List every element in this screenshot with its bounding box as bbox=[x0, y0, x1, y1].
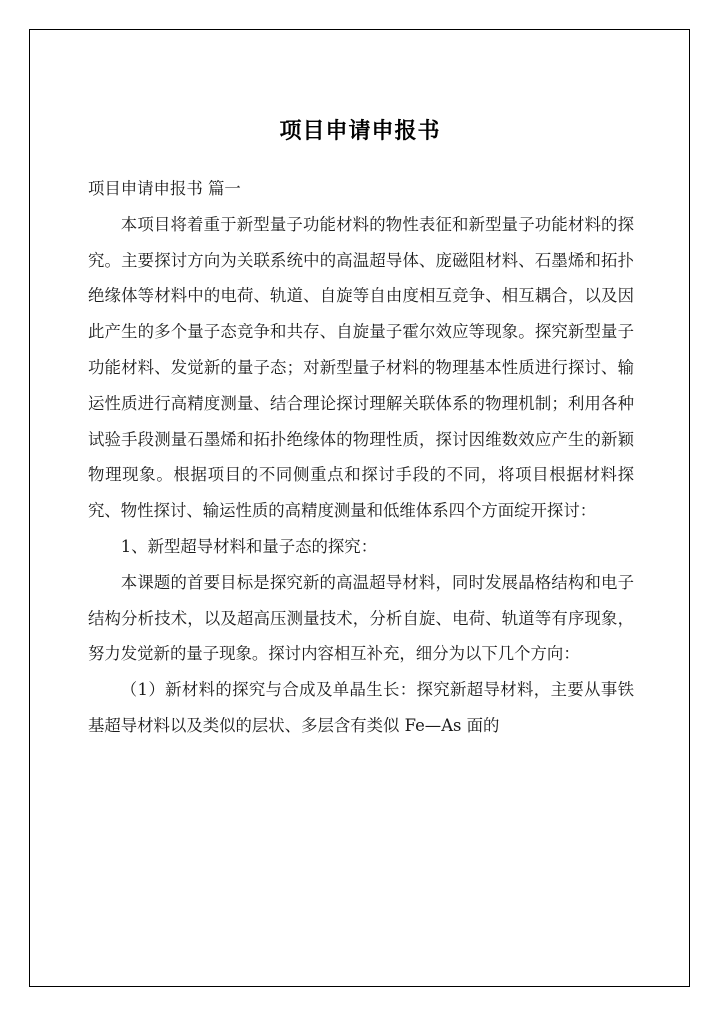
document-body bbox=[88, 171, 651, 744]
paragraph-subtitle: 项目申请申报书 篇一 bbox=[88, 179, 241, 198]
paragraph-overview: 本项目将着重于新型量子功能材料的物性表征和新型量子功能材料的探究。主要探讨方向为关联系统中的高温超导体、庞磁阻材料、石墨烯和拓扑绝缘体等材料中的电荷、轨道、自旋等自由度相互竞争、相互耦合，以及因此产生的多个量子态竞争和共存、自旋量子霍尔效应等现象。探究新型量子功能材料、发觉新的量子态；对新型量子材料的物理基本性质进行探讨、输运性质进行高精度测量、结合理论探讨理解关联体系的物理机制；利用各种试验手段测量石墨烯和拓扑绝缘体的物理性质，探讨因维数效应产生的新颖 物理现象。根据项目的不同侧重点和探讨手段的不同，将项目根据材料探究、物性探讨、输运性质的高精度测量和低维体系四个方面绽开探讨： bbox=[88, 214, 651, 521]
document-title: 项目申请申报书 bbox=[279, 118, 441, 144]
section-heading-1: 1、新型超导材料和量子态的探究： bbox=[120, 536, 378, 556]
paragraph-section-1: 本课题的首要目标是探究新的高温超导材料，同时发展晶格结构和电子结构分析技术，以及超高压测量技术，分析自旋、电荷、轨道等有序现象，努力发觉新的量子现象。探讨内容相互补充，细分为以下几个方向： bbox=[88, 572, 634, 664]
paragraph-subsection-1: （1）新材料的探究与合成及单晶生长：探究新超导材料，主要从事铁基超导材料以及类似的层状、多层含有类似 Fe—As 面的 bbox=[88, 680, 634, 735]
